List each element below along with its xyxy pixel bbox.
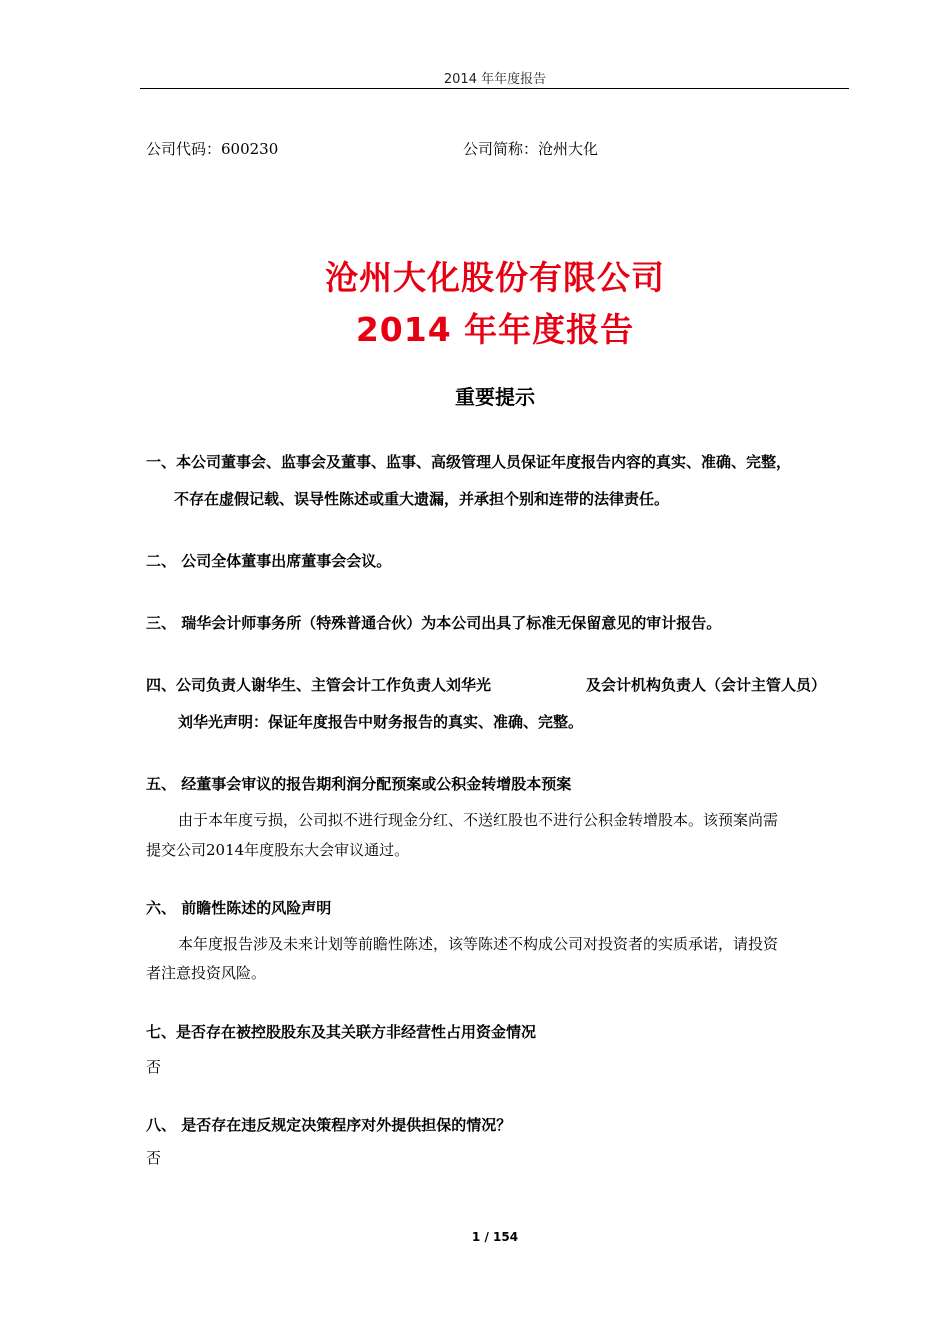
notice-4-line-1a: 四、公司负责人谢华生、主管会计工作负责人刘华光 xyxy=(146,676,492,694)
notice-7-heading: 七、是否存在被控股股东及其关联方非经营性占用资金情况 xyxy=(146,1023,537,1041)
page-number: 1 / 154 xyxy=(471,1230,519,1244)
notice-3: 三、 瑞华会计师事务所（特殊普通合伙）为本公司出具了标准无保留意见的审计报告。 xyxy=(146,614,722,632)
notice-4-line-2: 刘华光声明：保证年度报告中财务报告的真实、准确、完整。 xyxy=(178,713,584,731)
notice-6-body-line-1: 本年度报告涉及未来计划等前瞻性陈述，该等陈述不构成公司对投资者的实质承诺，请投资 xyxy=(178,935,779,953)
running-header: 2014 年年度报告 xyxy=(443,72,547,87)
company-short-name: 公司简称：沧州大化 xyxy=(463,140,599,158)
report-title-year: 2014 年年度报告 xyxy=(355,310,635,349)
section-title: 重要提示 xyxy=(455,385,535,409)
notice-1-line-2: 不存在虚假记载、误导性陈述或重大遗漏，并承担个别和连带的法律责任。 xyxy=(174,490,670,508)
notice-4-line-1b: 及会计机构负责人（会计主管人员） xyxy=(586,676,827,694)
notice-5-heading: 五、 经董事会审议的报告期利润分配预案或公积金转增股本预案 xyxy=(146,775,572,793)
notice-8-heading: 八、 是否存在违反规定决策程序对外提供担保的情况？ xyxy=(146,1116,512,1134)
notice-1-line-1: 一、本公司董事会、监事会及董事、监事、高级管理人员保证年度报告内容的真实、准确、完整， xyxy=(146,453,792,471)
notice-7-answer: 否 xyxy=(146,1058,162,1076)
notice-5-body-line-1: 由于本年度亏损，公司拟不进行现金分红、不送红股也不进行公积金转增股本。该预案尚需 xyxy=(178,811,779,829)
company-code: 公司代码：600230 xyxy=(146,140,279,158)
notice-8-answer: 否 xyxy=(146,1149,162,1167)
report-title-company: 沧州大化股份有限公司 xyxy=(325,258,665,297)
header-divider xyxy=(140,88,849,89)
notice-6-heading: 六、 前瞻性陈述的风险声明 xyxy=(146,899,332,917)
notice-2: 二、 公司全体董事出席董事会会议。 xyxy=(146,552,392,570)
notice-6-body-line-2: 者注意投资风险。 xyxy=(146,964,267,982)
notice-5-body-line-2: 提交公司2014年度股东大会审议通过。 xyxy=(146,841,410,859)
